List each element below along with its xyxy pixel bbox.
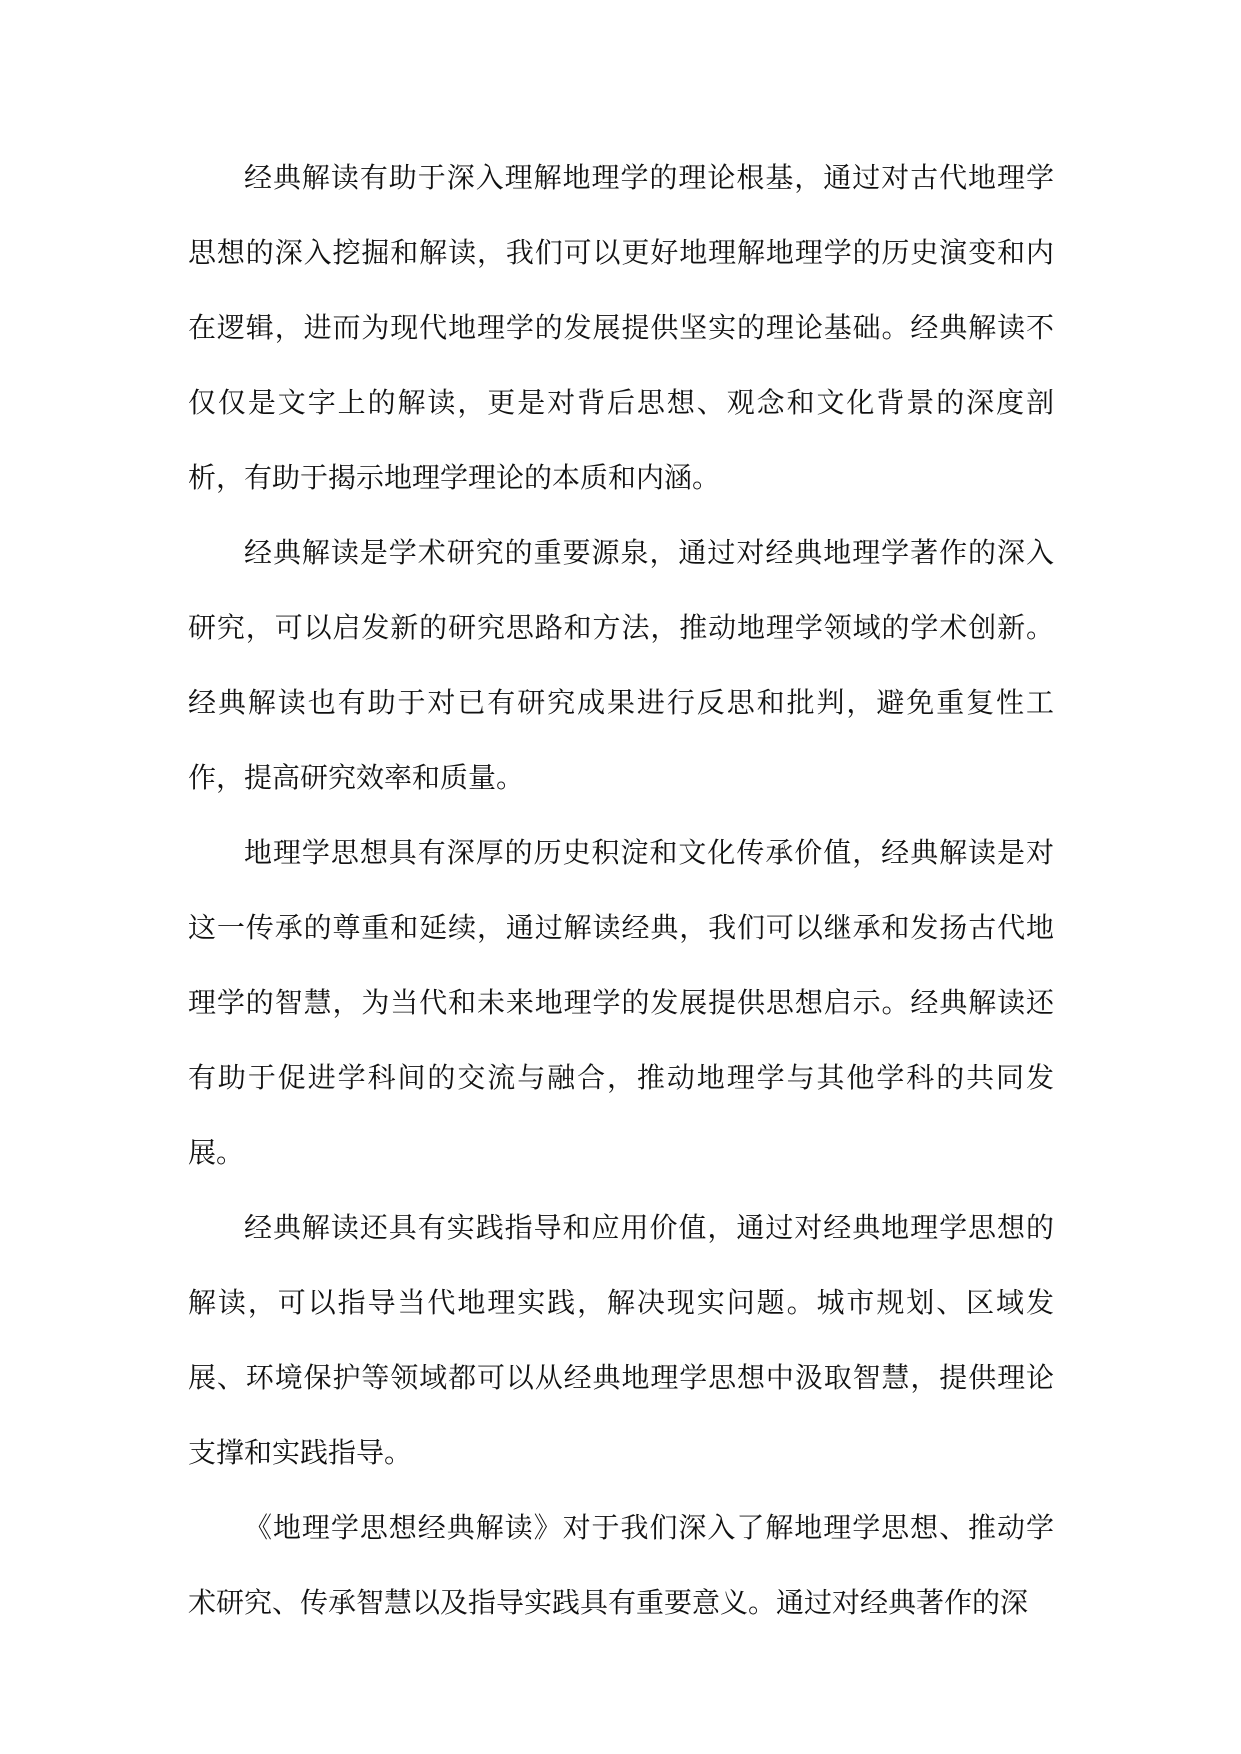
body-text: [188, 140, 1054, 1640]
paragraph-5: 《地理学思想经典解读》对于我们深入了解地理学思想、推动学术研究、传承智慧以及指导实践具有重要意义。通过对经典著作的深: [188, 1511, 1054, 1619]
paragraph-3: 地理学思想具有深厚的历史积淀和文化传承价值，经典解读是对这一传承的尊重和延续，通过解读经典，我们可以继承和发扬古代地理学的智慧，为当代和未来地理学的发展提供思想启示。经典解读还有助于促进学科间的交流与融合，推动地理学与其他学科的共同发展。: [188, 836, 1054, 1169]
paragraph-4: 经典解读还具有实践指导和应用价值，通过对经典地理学思想的解读，可以指导当代地理实践，解决现实问题。城市规划、区域发展、环境保护等领域都可以从经典地理学思想中汲取智慧，提供理论支撑和实践指导。: [188, 1211, 1054, 1469]
paragraph-2: 经典解读是学术研究的重要源泉，通过对经典地理学著作的深入研究，可以启发新的研究思路和方法，推动地理学领域的学术创新。经典解读也有助于对已有研究成果进行反思和批判，避免重复性工作，提高研究效率和质量。: [188, 536, 1054, 794]
paragraph-1: 经典解读有助于深入理解地理学的理论根基，通过对古代地理学思想的深入挖掘和解读，我们可以更好地理解地理学的历史演变和内在逻辑，进而为现代地理学的发展提供坚实的理论基础。经典解读不仅仅是文字上的解读，更是对背后思想、观念和文化背景的深度剖析，有助于揭示地理学理论的本质和内涵。: [188, 161, 1054, 494]
